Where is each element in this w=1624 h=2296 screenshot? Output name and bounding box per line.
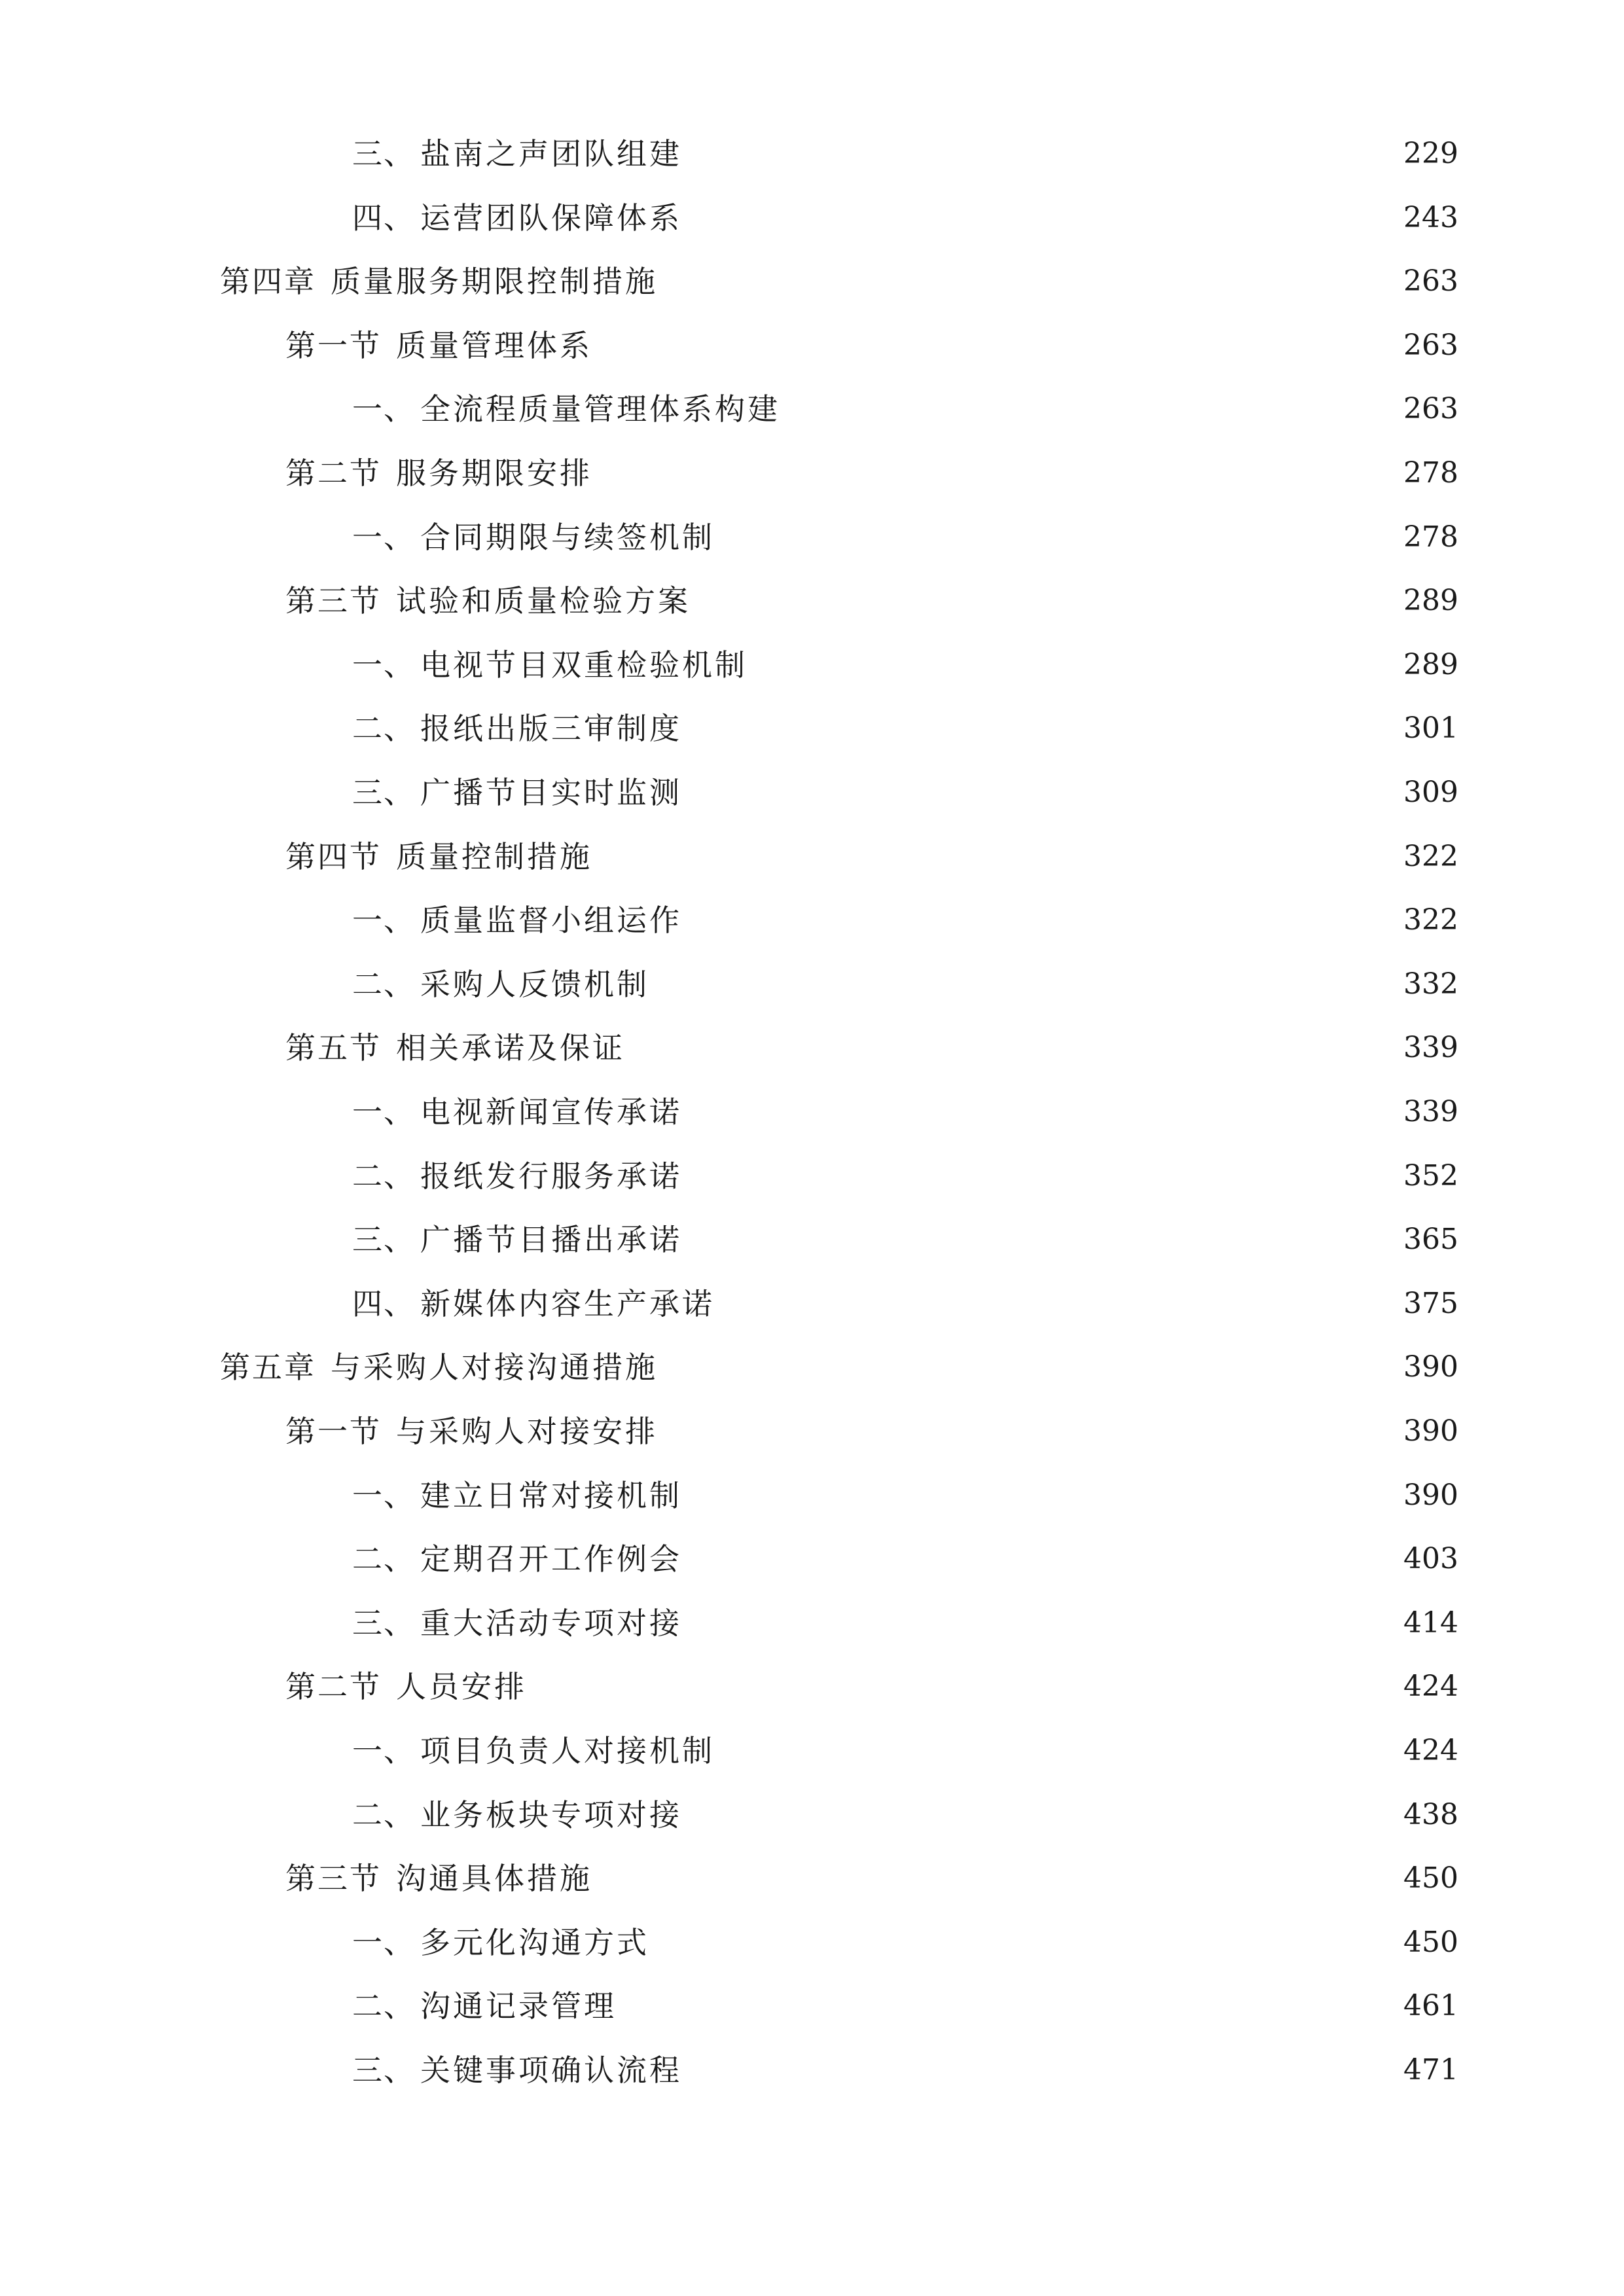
toc-subsection-entry[interactable] [352, 706, 1458, 751]
toc-subsection-entry[interactable] [352, 1600, 1458, 1646]
toc-page-number: 339 [1403, 1095, 1458, 1128]
toc-entry-title: 沟通具体措施 [396, 1861, 592, 1897]
toc-page-number: 471 [1403, 2053, 1458, 2087]
toc-subsection-entry[interactable] [352, 1536, 1458, 1582]
toc-dot-leader [602, 834, 1396, 880]
toc-entry-title: 与采购人对接沟通措施 [331, 1350, 658, 1386]
toc-entry-number: 三、 [352, 2053, 415, 2088]
toc-entry-number: 一、 [352, 1733, 415, 1768]
toc-dot-leader [691, 195, 1396, 241]
toc-entry-title: 广播节目播出承诺 [420, 1222, 682, 1258]
toc-page-number: 450 [1403, 1925, 1458, 1959]
toc-entry-title: 定期召开工作例会 [420, 1541, 682, 1577]
toc-section-entry[interactable] [285, 1664, 1458, 1710]
toc-dot-leader [691, 1153, 1396, 1199]
toc-subsection-entry[interactable] [352, 1473, 1458, 1518]
toc-entry-number: 二、 [352, 1541, 415, 1577]
toc-entry-number: 四、 [352, 200, 415, 236]
toc-page-number: 278 [1403, 456, 1458, 490]
toc-dot-leader [667, 1344, 1396, 1390]
toc-entry-title: 电视节目双重检验机制 [420, 647, 748, 683]
toc-dot-leader [789, 386, 1396, 432]
toc-entry-title: 业务板块专项对接 [420, 1797, 682, 1833]
toc-page-number: 424 [1403, 1734, 1458, 1767]
toc-subsection-entry[interactable] [352, 1217, 1458, 1263]
toc-dot-leader [691, 897, 1396, 943]
toc-entry-title: 运营团队保障体系 [420, 200, 682, 236]
toc-page-number: 365 [1403, 1223, 1458, 1257]
toc-subsection-entry[interactable] [352, 2047, 1458, 2093]
toc-dot-leader [691, 1600, 1396, 1646]
toc-page-number: 424 [1403, 1670, 1458, 1704]
toc-subsection-entry[interactable] [352, 642, 1458, 688]
toc-subsection-entry[interactable] [352, 897, 1458, 943]
toc-entry-number: 一、 [352, 647, 415, 683]
toc-dot-leader [691, 1536, 1396, 1582]
toc-dot-leader [602, 323, 1396, 368]
toc-entry-title: 质量控制措施 [396, 838, 592, 874]
toc-page-number: 278 [1403, 520, 1458, 554]
toc-page-number: 289 [1403, 584, 1458, 618]
toc-entry-title: 试验和质量检验方案 [396, 583, 691, 619]
toc-page-number: 243 [1403, 200, 1458, 234]
toc-entry-title: 项目负责人对接机制 [420, 1733, 715, 1768]
toc-dot-leader [724, 514, 1396, 560]
toc-dot-leader [659, 961, 1396, 1007]
toc-subsection-entry[interactable] [352, 1281, 1458, 1327]
toc-dot-leader [691, 1792, 1396, 1838]
toc-entry-number: 一、 [352, 519, 415, 555]
toc-entry-number: 一、 [352, 903, 415, 939]
toc-subsection-entry[interactable] [352, 1728, 1458, 1774]
toc-entry-title: 报纸发行服务承诺 [420, 1158, 682, 1194]
toc-page-number: 438 [1403, 1797, 1458, 1831]
toc-page-number: 289 [1403, 647, 1458, 681]
toc-page-number: 301 [1403, 711, 1458, 745]
toc-dot-leader [626, 1983, 1396, 2029]
toc-entry-number: 第二节 [285, 456, 382, 491]
toc-dot-leader [691, 706, 1396, 751]
toc-entry-number: 二、 [352, 1158, 415, 1194]
toc-entry-number: 一、 [352, 1094, 415, 1130]
toc-entry-title: 重大活动专项对接 [420, 1605, 682, 1641]
toc-entry-number: 第五章 [220, 1350, 316, 1386]
toc-dot-leader [691, 1217, 1396, 1263]
toc-subsection-entry[interactable] [352, 1920, 1458, 1965]
toc-entry-title: 多元化沟通方式 [420, 1924, 649, 1960]
toc-entry-number: 第一节 [285, 1414, 382, 1449]
toc-entry-title: 盐南之声团队组建 [420, 136, 682, 171]
toc-page-number: 390 [1403, 1414, 1458, 1448]
toc-page-number: 390 [1403, 1478, 1458, 1512]
toc-page-number: 229 [1403, 137, 1458, 170]
toc-dot-leader [659, 1920, 1396, 1965]
toc-entry-number: 二、 [352, 966, 415, 1002]
toc-entry-title: 质量监督小组运作 [420, 903, 682, 939]
toc-page-number: 414 [1403, 1605, 1458, 1640]
toc-dot-leader [691, 2047, 1396, 2093]
toc-dot-leader [724, 1281, 1396, 1327]
toc-page-number: 375 [1403, 1286, 1458, 1320]
toc-page-number: 309 [1403, 776, 1458, 809]
toc-page-number: 461 [1403, 1989, 1458, 2023]
toc-entry-title: 合同期限与续签机制 [420, 519, 715, 555]
toc-section-entry[interactable] [285, 1408, 1458, 1454]
toc-entry-number: 二、 [352, 1988, 415, 2024]
toc-section-entry[interactable] [285, 450, 1458, 496]
toc-dot-leader [691, 1473, 1396, 1518]
toc-subsection-entry[interactable] [352, 770, 1458, 816]
toc-chapter-entry[interactable] [220, 259, 1458, 304]
toc-entry-number: 三、 [352, 136, 415, 171]
toc-entry-title: 全流程质量管理体系构建 [420, 391, 780, 427]
toc-entry-title: 沟通记录管理 [420, 1988, 617, 2024]
toc-entry-title: 质量管理体系 [396, 327, 592, 363]
toc-entry-title: 与采购人对接安排 [396, 1414, 658, 1449]
toc-dot-leader [602, 450, 1396, 496]
toc-section-entry[interactable] [285, 1025, 1458, 1071]
toc-dot-leader [634, 1025, 1396, 1071]
toc-subsection-entry[interactable] [352, 195, 1458, 241]
toc-subsection-entry[interactable] [352, 1089, 1458, 1135]
toc-entry-number: 一、 [352, 391, 415, 427]
toc-dot-leader [602, 1856, 1396, 1901]
toc-subsection-entry[interactable] [352, 514, 1458, 560]
toc-entry-title: 人员安排 [396, 1669, 527, 1705]
toc-entry-number: 第五节 [285, 1030, 382, 1066]
toc-entry-number: 三、 [352, 1222, 415, 1258]
toc-subsection-entry[interactable] [352, 1792, 1458, 1838]
toc-dot-leader [757, 642, 1396, 688]
toc-dot-leader [700, 578, 1396, 624]
toc-page-number: 352 [1403, 1158, 1458, 1193]
toc-subsection-entry[interactable] [352, 131, 1458, 177]
toc-entry-title: 新媒体内容生产承诺 [420, 1285, 715, 1321]
toc-entry-title: 报纸出版三审制度 [420, 711, 682, 747]
toc-subsection-entry[interactable] [352, 1983, 1458, 2029]
toc-page-number: 450 [1403, 1861, 1458, 1895]
toc-subsection-entry[interactable] [352, 386, 1458, 432]
toc-page-number: 322 [1403, 839, 1458, 873]
toc-dot-leader [667, 1408, 1396, 1454]
toc-entry-number: 第三节 [285, 1861, 382, 1897]
toc-entry-number: 第四节 [285, 838, 382, 874]
toc-dot-leader [724, 1728, 1396, 1774]
toc-page-number: 322 [1403, 903, 1458, 937]
toc-section-entry[interactable] [285, 323, 1458, 368]
toc-page-number: 403 [1403, 1542, 1458, 1576]
toc-section-entry[interactable] [285, 578, 1458, 624]
toc-entry-title: 相关承诺及保证 [396, 1030, 625, 1066]
toc-entry-title: 关键事项确认流程 [420, 2053, 682, 2088]
toc-dot-leader [691, 770, 1396, 816]
toc-entry-number: 二、 [352, 711, 415, 747]
toc-subsection-entry[interactable] [352, 1153, 1458, 1199]
toc-dot-leader [691, 1089, 1396, 1135]
toc-page-number: 339 [1403, 1031, 1458, 1065]
toc-subsection-entry[interactable] [352, 961, 1458, 1007]
toc-page-number: 332 [1403, 967, 1458, 1001]
toc-dot-leader [691, 131, 1396, 177]
toc-entry-title: 采购人反馈机制 [420, 966, 649, 1002]
toc-entry-title: 广播节目实时监测 [420, 775, 682, 810]
toc-entry-number: 四、 [352, 1285, 415, 1321]
toc-entry-title: 电视新闻宣传承诺 [420, 1094, 682, 1130]
toc-page-number: 390 [1403, 1350, 1458, 1384]
toc-entry-title: 质量服务期限控制措施 [331, 264, 658, 300]
toc-entry-title: 服务期限安排 [396, 456, 592, 491]
toc-page-number: 263 [1403, 264, 1458, 298]
toc-section-entry[interactable] [285, 834, 1458, 880]
toc-entry-number: 第三节 [285, 583, 382, 619]
toc-entry-number: 三、 [352, 1605, 415, 1641]
toc-page-number: 263 [1403, 328, 1458, 362]
toc-entry-number: 三、 [352, 775, 415, 810]
toc-entry-number: 第四章 [220, 264, 316, 300]
toc-dot-leader [536, 1664, 1396, 1710]
toc-entry-number: 二、 [352, 1797, 415, 1833]
toc-section-entry[interactable] [285, 1856, 1458, 1901]
toc-dot-leader [667, 259, 1396, 304]
toc-chapter-entry[interactable] [220, 1344, 1458, 1390]
toc-page-number: 263 [1403, 392, 1458, 426]
toc-entry-number: 第一节 [285, 327, 382, 363]
toc-entry-title: 建立日常对接机制 [420, 1477, 682, 1513]
toc-entry-number: 一、 [352, 1924, 415, 1960]
toc-entry-number: 第二节 [285, 1669, 382, 1705]
toc-entry-number: 一、 [352, 1477, 415, 1513]
